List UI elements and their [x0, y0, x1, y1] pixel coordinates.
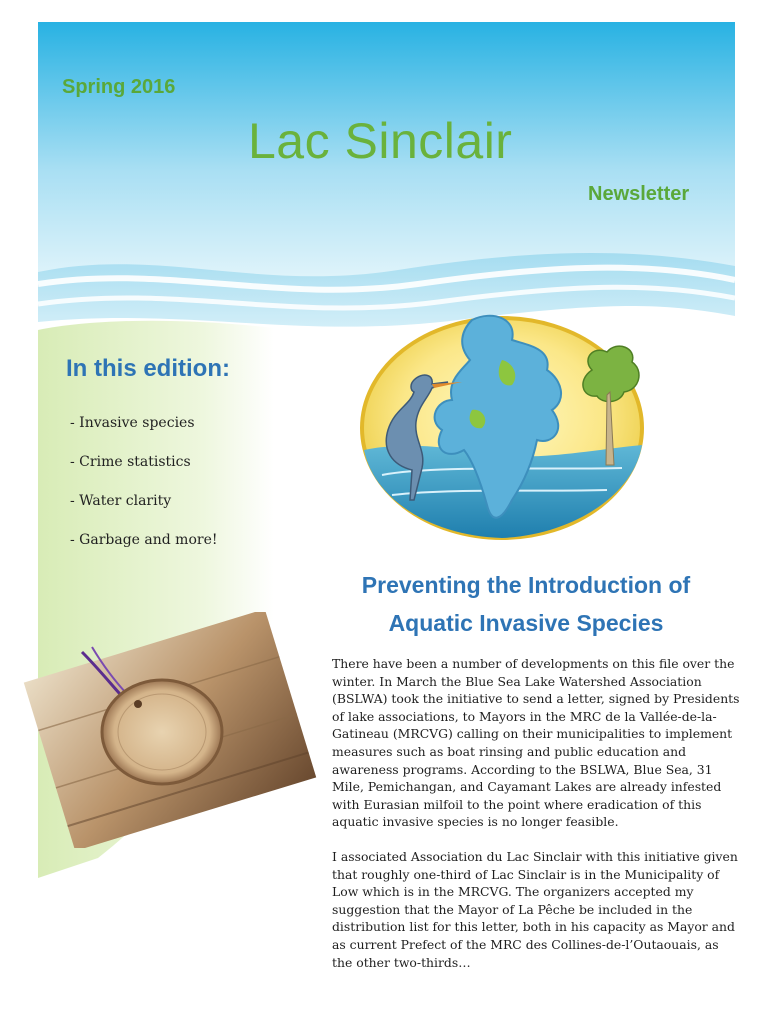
wooden-plaque-photo [22, 612, 318, 848]
article-title [326, 566, 726, 642]
article-title-line: Preventing the Introduction of [361, 572, 691, 598]
edition-item: - Water clarity [70, 493, 172, 509]
newsletter-title: Lac Sinclair [248, 113, 513, 169]
article-title-line: Aquatic Invasive Species [388, 610, 664, 636]
edition-heading: In this edition: [66, 355, 230, 382]
edition-list [70, 414, 218, 570]
edition-item: - Invasive species [70, 415, 195, 431]
edition-item: - Garbage and more! [70, 532, 218, 548]
newsletter-subtitle: Newsletter [588, 183, 690, 205]
edition-season: Spring 2016 [62, 76, 176, 98]
edition-item: - Crime statistics [70, 454, 191, 470]
article-paragraph: I associated Association du Lac Sinclair with this initiative given that roughly one-third of Lac Sinclair is in the Municipality of Low which is in the MRCVG. The organizers accepted my suggestion that the Mayor of La Pêche be included in the distribution list for this letter, both in his capacity as Mayor and as current Prefect of the MRC des Collines-de-l’Outaouais, as the other two-thirds… [332, 848, 738, 970]
article-body [332, 655, 742, 988]
article-paragraph: There have been a number of developments on this file over the winter. In March the Blue Sea Lake Watershed Association (BSLWA) took the initiative to send a letter, signed by Presidents of lake associations, to Mayors in the MRC de la Vallée-de-la-Gatineau (MRCVG) calling on their municipalities to implement measures such as boat rinsing and public education and awareness programs. According to the BSLWA, Blue Sea, 31 Mile, Pemichangan, and Cayamant Lakes are already infested with Eurasian milfoil to the point where eradication of this aquatic invasive species is no longer feasible. [332, 656, 740, 830]
lake-association-logo-icon [352, 300, 652, 550]
